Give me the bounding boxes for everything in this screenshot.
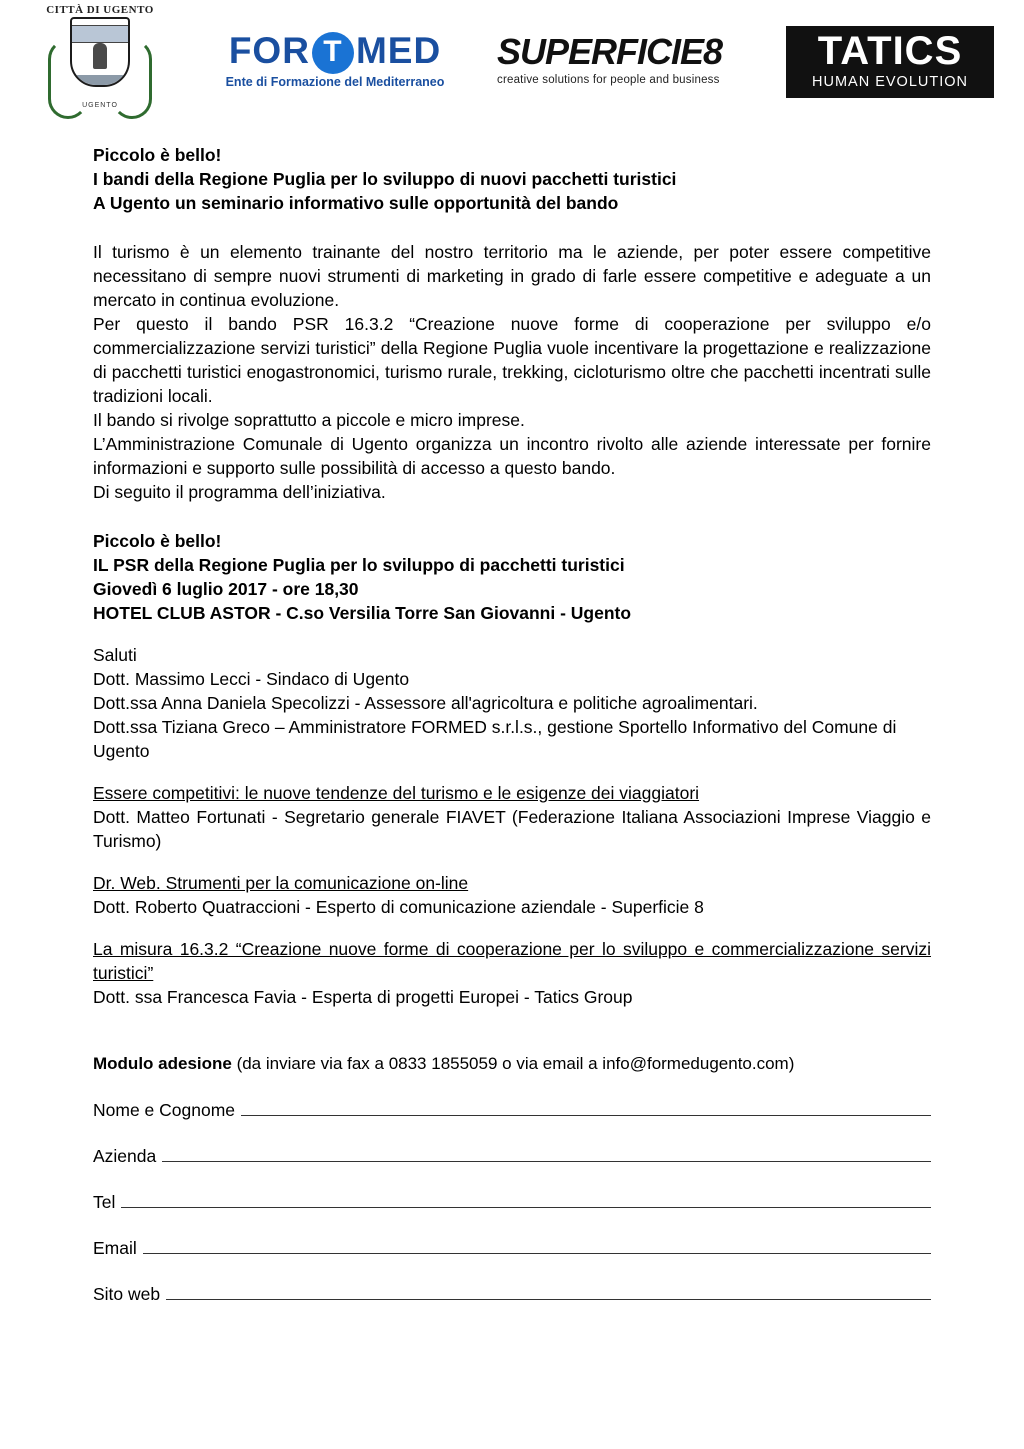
- paragraph-3: Il bando si rivolge soprattutto a piccole e micro imprese.: [93, 410, 525, 430]
- event-date: Giovedì 6 luglio 2017 - ore 18,30: [93, 579, 359, 599]
- field-input-nome[interactable]: [241, 1101, 931, 1116]
- tatics-wordmark: TATICS: [817, 29, 963, 73]
- crest-title: CITTÀ DI UGENTO: [46, 4, 154, 16]
- event-title-1: Piccolo è bello!: [93, 531, 222, 551]
- form-field-row[interactable]: [93, 1236, 931, 1260]
- field-input-sitoweb[interactable]: [166, 1285, 931, 1300]
- paragraph-2: Per questo il bando PSR 16.3.2 “Creazione nuove forme di cooperazione per sviluppo e/o commercializzazione servizi turistici” della Regione Puglia vuole incentivare la progettazione e realizzazione di pacchetti turistici enogastronomici, turismo rurale, trekking, cicloturismo oltre che pacchetti incentrati sulle tradizioni locali.: [93, 314, 931, 406]
- headline-block: [93, 143, 931, 215]
- section-1-speaker: Dott. Matteo Fortunati - Segretario generale FIAVET (Federazione Italiana Associazioni Imprese Viaggio e Turismo): [93, 807, 931, 851]
- formed-word-right: MED: [355, 30, 442, 71]
- form-title-rest: (da inviare via fax a 0833 1855059 o via email a info@formedugento.com): [231, 1054, 795, 1073]
- headline-2: I bandi della Regione Puglia per lo sviluppo di nuovi pacchetti turistici: [93, 169, 677, 189]
- adhesion-form: [93, 1098, 931, 1306]
- section-2-speaker: Dott. Roberto Quatraccioni - Esperto di comunicazione aziendale - Superficie 8: [93, 897, 704, 917]
- crest-ribbon-text: UGENTO: [82, 102, 118, 109]
- header-logos: [0, 0, 1024, 131]
- formed-circle-icon: [312, 32, 354, 74]
- headline-1: Piccolo è bello!: [93, 145, 222, 165]
- field-label-nome: Nome e Cognome: [93, 1100, 236, 1120]
- speaker-2: Dott.ssa Anna Daniela Specolizzi - Assessore all'agricoltura e politiche agroalimentari.: [93, 693, 758, 713]
- field-input-azienda[interactable]: [162, 1147, 931, 1162]
- speaker-3: Dott.ssa Tiziana Greco – Amministratore FORMED s.r.l.s., gestione Sportello Informativo del Comune di Ugento: [93, 717, 897, 761]
- superficies-logo: [497, 31, 755, 86]
- section-2-title: Dr. Web. Strumenti per la comunicazione on-line: [93, 873, 469, 893]
- paragraph-4: L’Amministrazione Comunale di Ugento organizza un incontro rivolto alle aziende interessate per fornire informazioni e supporto sulle possibilità di accesso a questo bando.: [93, 434, 931, 478]
- form-title: [93, 1052, 931, 1076]
- headline-3: A Ugento un seminario informativo sulle opportunità del bando: [93, 193, 619, 213]
- section-3-title: La misura 16.3.2 “Creazione nuove forme di cooperazione per lo sviluppo e commercializzazione servizi turistici”: [93, 939, 931, 983]
- form-field-row[interactable]: [93, 1190, 931, 1214]
- shield-icon: [70, 17, 130, 87]
- form-field-row[interactable]: [93, 1098, 931, 1122]
- formed-logo: [200, 30, 470, 89]
- tatics-subtitle: HUMAN EVOLUTION: [812, 74, 968, 90]
- ugento-crest-logo: [30, 4, 170, 122]
- formed-word-left: FOR: [228, 30, 310, 71]
- formed-subtitle: Ente di Formazione del Mediterraneo: [225, 75, 445, 90]
- tatics-logo: [786, 26, 994, 98]
- field-input-tel[interactable]: [121, 1193, 931, 1208]
- superficies-wordmark: SUPERFICIE8: [497, 31, 723, 72]
- paragraph-1: Il turismo è un elemento trainante del nostro territorio ma le aziende, per poter essere competitive necessitano di sempre nuovi strumenti di marketing in grado di farle essere competitive e adeguate a un mercato in continua evoluzione.: [93, 242, 931, 310]
- event-venue: HOTEL CLUB ASTOR - C.so Versilia Torre San Giovanni - Ugento: [93, 603, 632, 623]
- form-title-bold: Modulo adesione: [93, 1054, 232, 1073]
- formed-wordmark: [229, 30, 441, 74]
- section-3-speaker: Dott. ssa Francesca Favia - Esperta di progetti Europei - Tatics Group: [93, 987, 633, 1007]
- event-title-2: IL PSR della Regione Puglia per lo sviluppo di pacchetti turistici: [93, 555, 625, 575]
- document-body: [93, 143, 931, 1306]
- field-label-email: Email: [93, 1238, 137, 1258]
- greetings-label: Saluti: [93, 645, 137, 665]
- speaker-1: Dott. Massimo Lecci - Sindaco di Ugento: [93, 669, 410, 689]
- formed-dot-letter: T: [323, 35, 343, 69]
- form-field-row[interactable]: [93, 1144, 931, 1168]
- section-1-title: Essere competitivi: le nuove tendenze del turismo e le esigenze dei viaggiatori: [93, 783, 700, 803]
- field-label-tel: Tel: [93, 1192, 116, 1212]
- paragraph-5: Di seguito il programma dell’iniziativa.: [93, 482, 386, 502]
- field-label-azienda: Azienda: [93, 1146, 157, 1166]
- field-input-email[interactable]: [143, 1239, 931, 1254]
- form-field-row[interactable]: [93, 1282, 931, 1306]
- superficies-subtitle: creative solutions for people and business: [497, 74, 720, 86]
- field-label-sitoweb: Sito web: [93, 1284, 161, 1304]
